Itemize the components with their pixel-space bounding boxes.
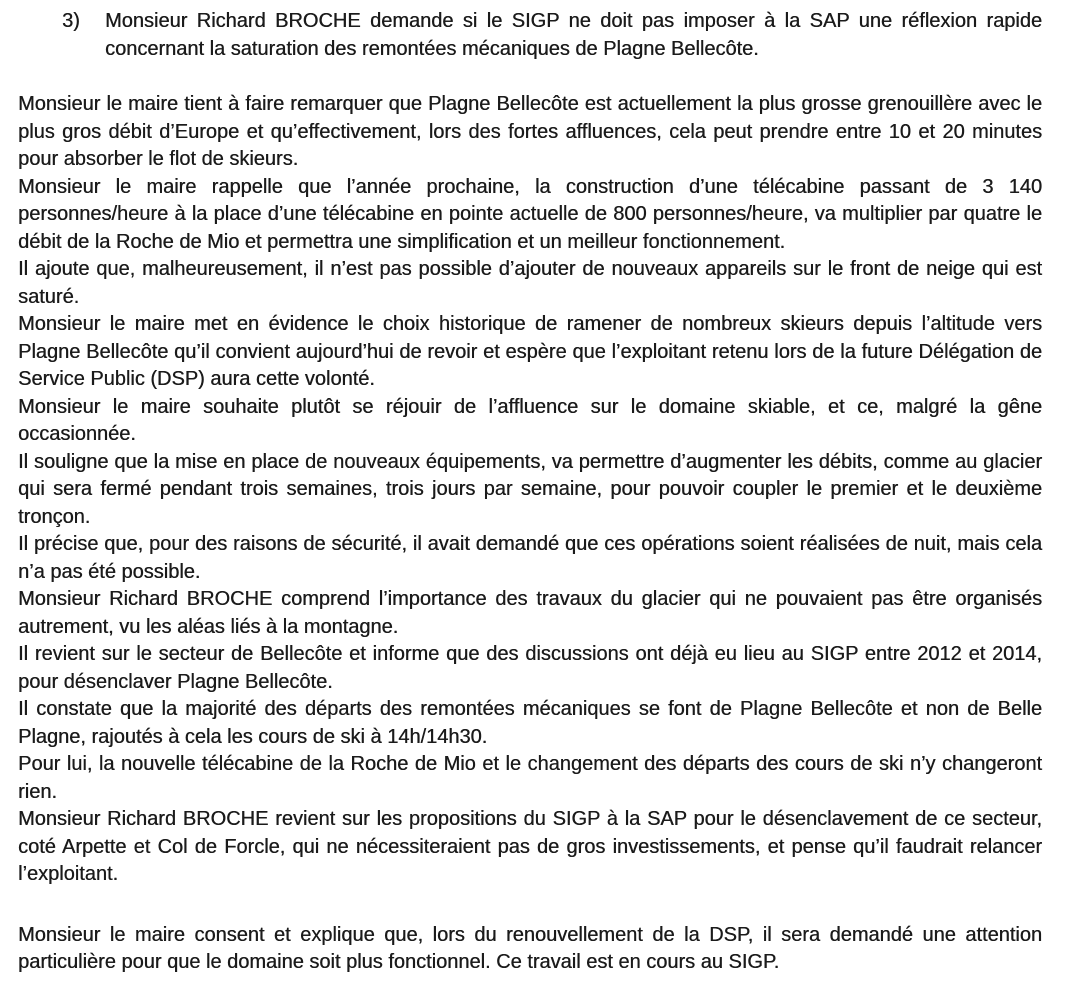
item-number: 3) bbox=[62, 10, 80, 32]
paragraph: Il constate que la majorité des départs des remontées mécaniques se font de Plagne Bellecôte et non de Belle Plagne, rajoutés à cela les cours de ski à 14h/14h30. bbox=[18, 698, 1042, 748]
paragraph: Monsieur Richard BROCHE comprend l’importance des travaux du glacier qui ne pouvaient pas être organisés autrement, vu les aléas liés à la montagne. bbox=[18, 588, 1042, 638]
numbered-item-3 bbox=[18, 8, 1042, 63]
paragraph: Il revient sur le secteur de Bellecôte et informe que des discussions ont déjà eu lieu au SIGP entre 2012 et 2014, pour désenclaver Plagne Bellecôte. bbox=[18, 643, 1042, 693]
paragraph: Il précise que, pour des raisons de sécurité, il avait demandé que ces opérations soient réalisées de nuit, mais cela n’a pas été possible. bbox=[18, 533, 1042, 583]
paragraph: Monsieur le maire rappelle que l’année prochaine, la construction d’une télécabine passant de 3 140 personnes/heure à la place d’une télécabine en pointe actuelle de 800 personnes/heure, va multiplier par quatre le débit de la Roche de Mio et permettra une simplification et un meilleur fonctionnement. bbox=[18, 175, 1042, 253]
paragraph: Il souligne que la mise en place de nouveaux équipements, va permettre d’augmenter les débits, comme au glacier qui sera fermé pendant trois semaines, trois jours par semaine, pour pouvoir coupler le premier et le deuxième tronçon. bbox=[18, 450, 1042, 528]
paragraph: Monsieur le maire met en évidence le choix historique de ramener de nombreux skieurs depuis l’altitude vers Plagne Bellecôte qu’il convient aujourd’hui de revoir et espère que l’exploitant retenu lors de la future Délégation de Service Public (DSP) aura cette volonté. bbox=[18, 313, 1042, 390]
paragraph: Il ajoute que, malheureusement, il n’est pas possible d’ajouter de nouveaux appareils sur le front de neige qui est saturé. bbox=[18, 258, 1042, 308]
paragraph: Monsieur Richard BROCHE revient sur les propositions du SIGP à la SAP pour le désenclavement de ce secteur, coté Arpette et Col de Forcle, qui ne nécessiteraient pas de gros investissements, et pense qu’il faudrait relancer l’exploitant. bbox=[18, 808, 1042, 885]
paragraph: Pour lui, la nouvelle télécabine de la Roche de Mio et le changement des départs des cours de ski n’y changeront rien. bbox=[18, 753, 1042, 803]
paragraph: Monsieur le maire souhaite plutôt se réjouir de l’affluence sur le domaine skiable, et ce, malgré la gêne occasionnée. bbox=[18, 395, 1042, 445]
closing-paragraph: Monsieur le maire consent et explique que, lors du renouvellement de la DSP, il sera demandé une attention particulière pour que le domaine soit plus fonctionnel. Ce travail est en cours au SIGP. bbox=[18, 923, 1042, 973]
paragraph: Monsieur le maire tient à faire remarquer que Plagne Bellecôte est actuellement la plus grosse grenouillère avec le plus gros débit d’Europe et qu’effectivement, lors des fortes affluences, cela peut prendre entre 10 et 20 minutes pour absorber le flot de skieurs. bbox=[18, 93, 1042, 170]
item-text: Monsieur Richard BROCHE demande si le SIGP ne doit pas imposer à la SAP une réflexion rapide concernant la saturation des remontées mécaniques de Plagne Bellecôte. bbox=[105, 10, 1042, 60]
body-paragraphs bbox=[18, 91, 1042, 889]
